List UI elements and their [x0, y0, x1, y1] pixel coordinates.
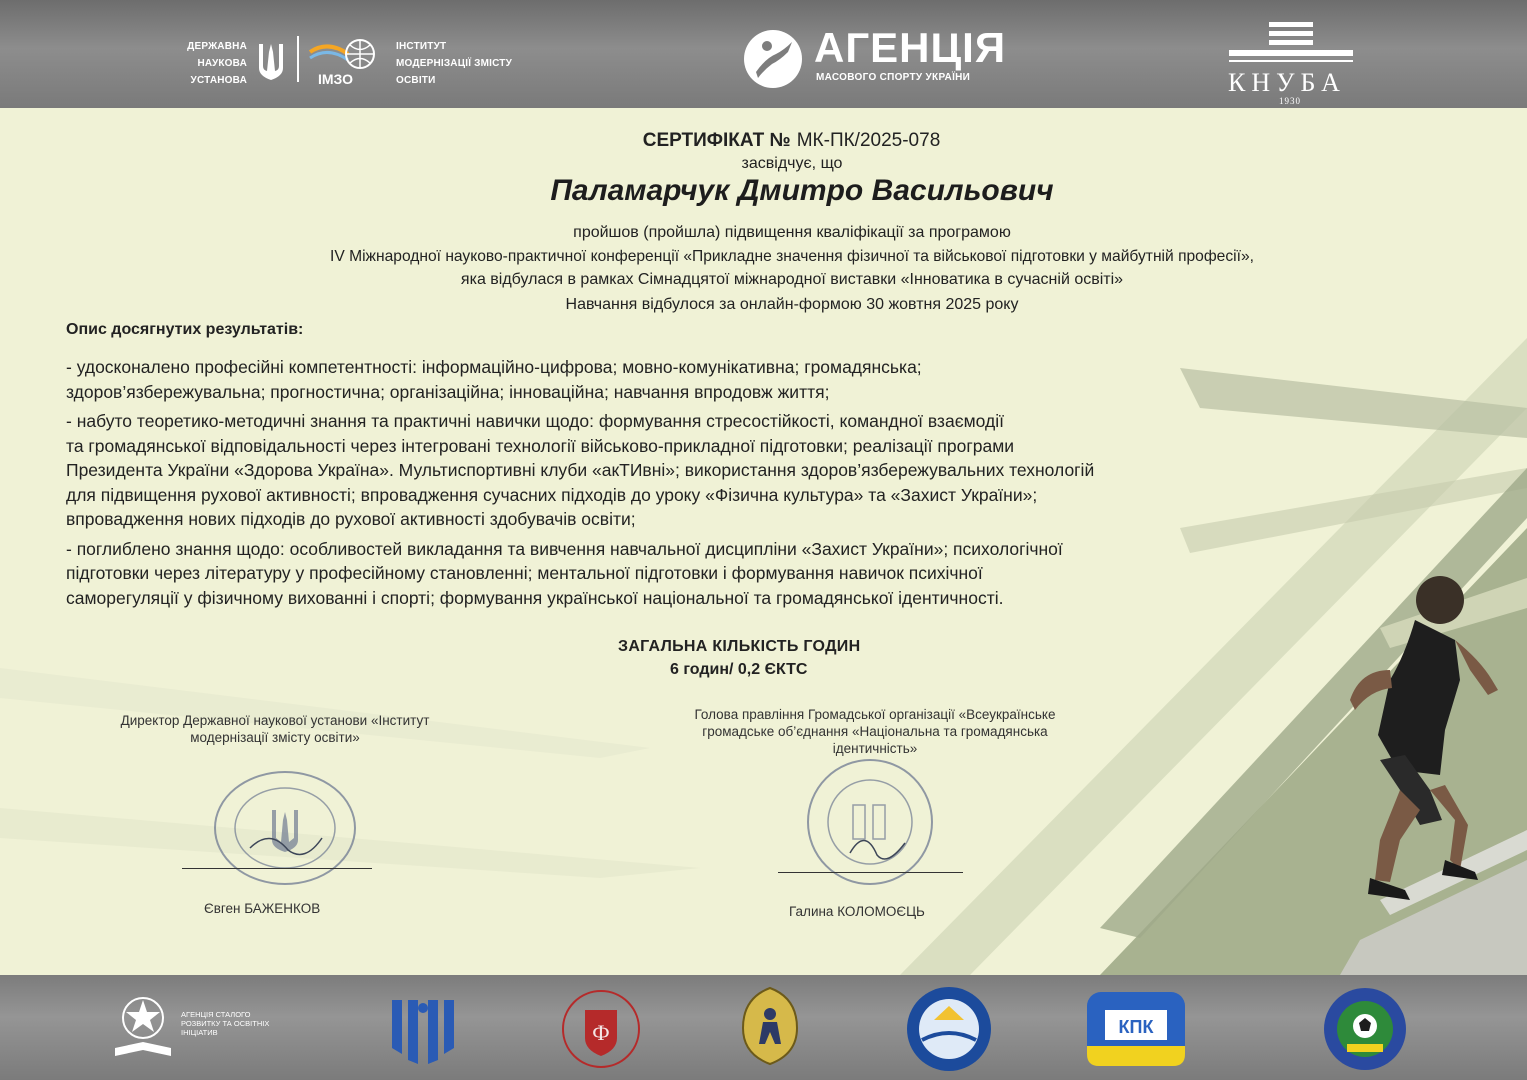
conference-line: IV Міжнародної науково-практичної конференції «Прикладне значення фізичної та військової підготовки у майбутній професії», — [330, 248, 1254, 265]
results-list — [66, 355, 1316, 615]
results-title: Опис досягнутих результатів: — [66, 321, 304, 338]
hours-value: 6 годин/ 0,2 ЄКТС — [670, 661, 808, 678]
national-university-logo — [904, 984, 994, 1074]
right-signatory-position — [640, 706, 1110, 757]
agency-subtitle: МАСОВОГО СПОРТУ УКРАЇНИ — [816, 72, 971, 83]
right-position-line: Голова правління Громадської організації «Всеукраїнське — [694, 707, 1056, 722]
ngo-line: ІНІЦІАТИВ — [181, 1028, 218, 1037]
football-federation-logo — [1322, 986, 1408, 1072]
result-line: здоров’язбережувальна; прогностична; організаційна; інноваційна; навчання впродовж життя; — [66, 381, 830, 402]
left-signatory-name: Євген БАЖЕНКОВ — [204, 901, 321, 916]
ngo-line: РОЗВИТКУ ТА ОСВІТНІХ — [181, 1019, 270, 1028]
agency-title: АГЕНЦІЯ — [814, 24, 1007, 71]
imzo-globe-logo — [308, 34, 384, 86]
knuba-title: КНУБА — [1228, 68, 1346, 97]
right-stamp — [795, 757, 945, 887]
result-line: - удосконалено професійні компетентності: інформаційно-цифрова; мовно-комунікативна; громадянська; — [66, 357, 922, 377]
attests-text: засвідчує, що — [741, 155, 843, 172]
certificate-label: СЕРТИФІКАТ № — [642, 130, 791, 151]
kpk-logo — [1085, 990, 1187, 1068]
shield-pattern-logo — [388, 994, 458, 1066]
svg-text:Ф: Ф — [592, 1020, 610, 1045]
exhibition-line: яка відбулася в рамках Сімнадцятої міжнародної виставки «Інноватика в сучасній освіті» — [460, 271, 1124, 288]
result-line: для підвищення рухової активності; впровадження сучасних підходів до уроку «Фізична культура» та «Захист України»; — [66, 484, 1038, 505]
header-divider — [297, 36, 299, 82]
recipient-name: Паламарчук Дмитро Васильович — [550, 174, 1054, 207]
result-line: впровадження нових підходів до рухової активності здобувачів освіти; — [66, 509, 636, 529]
dnu-line: НАУКОВА — [197, 58, 247, 69]
ngo-line: АГЕНЦІЯ СТАЛОГО — [181, 1010, 251, 1019]
athlete-photo — [1230, 560, 1527, 975]
right-position-line: громадське об’єднання «Національна та громадянська — [702, 724, 1048, 739]
left-position-line: модернізації змісту освіти» — [190, 730, 360, 745]
left-signatory-position — [70, 712, 480, 746]
left-position-line: Директор Державної наукової установи «Інститут — [120, 713, 430, 728]
university-seal-logo — [560, 988, 642, 1070]
agency-runner-logo — [742, 28, 804, 90]
dnu-line: ДЕРЖАВНА — [187, 41, 247, 52]
right-signatory-name: Галина КОЛОМОЄЦЬ — [789, 904, 925, 919]
ngo-agency-logo — [110, 992, 176, 1062]
right-signature-line — [778, 872, 963, 873]
imzo-line: ОСВІТИ — [396, 75, 436, 86]
result-line: Президента України «Здорова Україна». Мультиспортивні клуби «акТИвні»; використання здоров’язбережувальних технологій — [66, 460, 1095, 480]
program-line: пройшов (пройшла) підвищення кваліфікації за програмою — [573, 224, 1011, 241]
result-line: - поглиблено знання щодо: особливостей викладання та вивчення навчальної дисципліни «Захист України»; психологічної — [66, 538, 1063, 559]
knuba-year: 1930 — [1279, 96, 1301, 106]
result-line: саморегуляції у фізичному вихованні і спорті; формування української національної та громадянської ідентичності. — [66, 587, 1004, 608]
trident-icon — [256, 40, 286, 84]
result-paragraph — [66, 409, 1316, 532]
dnu-logo-text — [165, 38, 247, 89]
left-signature-line — [182, 868, 372, 869]
imzo-line: МОДЕРНІЗАЦІЇ ЗМІСТУ — [396, 58, 513, 69]
kpk-badge-text: КПК — [1118, 1017, 1154, 1037]
imzo-badge-text: ІМЗО — [318, 71, 354, 86]
ngo-agency-text — [181, 1010, 301, 1037]
result-paragraph — [66, 355, 1316, 404]
certificate-number-line — [0, 130, 1527, 152]
hours-title: ЗАГАЛЬНА КІЛЬКІСТЬ ГОДИН — [618, 638, 861, 655]
sports-emblem-logo — [735, 984, 805, 1068]
result-line: та громадянської відповідальності через інтегровані технології військово-прикладної підготовки; реалізації програми — [66, 435, 1015, 456]
left-stamp — [210, 768, 360, 888]
dnu-line: УСТАНОВА — [190, 75, 247, 86]
training-date-line: Навчання відбулося за онлайн-формою 30 жовтня 2025 року — [565, 296, 1019, 313]
result-line: - набуто теоретико-методичні знання та практичні навички щодо: формування стресостійкості, командної взаємодії — [66, 411, 1004, 431]
imzo-line: ІНСТИТУТ — [396, 41, 447, 52]
imzo-logo-text — [396, 38, 566, 89]
result-paragraph — [66, 537, 1316, 611]
right-position-line: ідентичність» — [832, 741, 918, 756]
result-line: підготовки через літературу у професійному становленні; ментальної підготовки і формування навичок психічної — [66, 563, 983, 583]
certificate-number: МК-ПК/2025-078 — [796, 130, 941, 151]
